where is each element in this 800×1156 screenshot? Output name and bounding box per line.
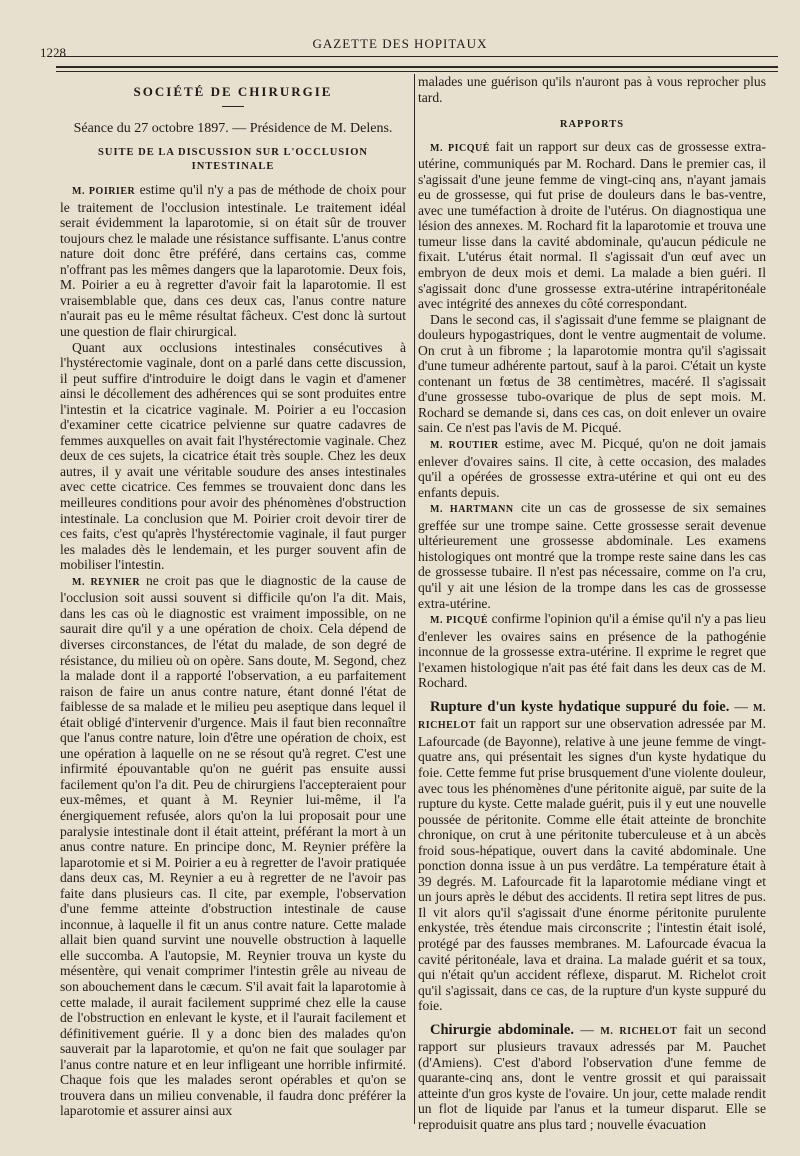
article-title: Chirurgie abdominale. [430, 1021, 574, 1038]
paragraph-text: confirme l'opinion qu'il a émise qu'il n'y a pas lieu d'enlever les ovaires sains en présence de la pathogénie inconnue de la grossesse extra-utérine. Il exprime le regret que l'examen histologique n'ait pas été fait dans les deux cas de M. Rochard. [418, 611, 766, 691]
article-title: Rupture d'un kyste hydatique suppuré du foie. [430, 698, 730, 715]
paragraph-hartmann [418, 500, 766, 611]
section-title: SOCIÉTÉ DE CHIRURGIE [133, 84, 333, 99]
paragraph-text: fait un rapport sur deux cas de grossesse extra-utérine, communiqués par M. Rochard. Dans le premier cas, il s'agissait d'une jeune femme de vingt-cinq ans, n'ayant jamais eu de grossesse, qui fut prise de douleurs dans le bas-ventre, avec une tuméfaction à droite de l'utérus. On diagnostiqua une lésion des annexes. M. Rochard fit la laparotomie et trouva une tumeur lisse dans la cavité abdominale, qu'aucun pédicule ne fixait. L'utérus était normal. Il s'agissait d'un œuf avec un embryon de deux mois et demi. La malade a bien guéri. Il s'agissait donc d'une grossesse extra-utérine intrapéritonéale avec intégrité des annexes du côté correspondant. [418, 138, 766, 312]
paragraph-picque-2 [418, 611, 766, 691]
speaker-name: M. RICHELOT [418, 702, 766, 732]
header-rule [56, 56, 778, 57]
speaker-name: M. RICHELOT [600, 1025, 678, 1037]
speaker-name: M. ROUTIER [430, 440, 499, 452]
paragraph-continuation: malades une guérison qu'ils n'auront pas à vous reprocher plus tard. [418, 74, 766, 105]
paragraph-text: fait un rapport sur une observation adressée par M. Lafourcade (de Bayonne), relative à une jeune femme de vingt-quatre ans, qui présentait les signes d'un kyste hydatique du foie. Cette femme fut prise brusquement d'une violente douleur, avec tous les phénomènes d'une péritonite aiguë, par suite de la rupture du kyste. Cette malade guérit, puis il y eut une nouvelle poussée de péritonite. Comme elle était atteinte de bronchite chronique, on crut à une péritonite tuberculeuse et à un abcès froid sous-hépatique, ouvert dans la cavité abdominale. Une ponction donna issue à un pus verdâtre. La température était à 39 degrés. M. Lafourcade fit la laparotomie médiane vingt et un jours après le début des accidents. Il retira sept litres de pus. Il vit alors qu'il s'agissait d'une énorme péritonite purulente enkystée, très étendue mais circonscrite ; l'intestin était isolé, protégé par des fausses membranes. M. Lafourcade évacua la cavité péritonéale, lava et draina. La malade guérit et sa toux, qui n'était qu'un accident réflexe, disparut. M. Richelot croit qu'il s'agissait, dans ce cas, de la rupture d'un kyste suppuré du foie. [418, 716, 766, 1014]
paragraph-hysterectomie: Quant aux occlusions intestinales consécutives à l'hystérectomie vaginale, dont on a parlé dans cette discussion, il peut suffire d'introduire le doigt dans le vagin et d'amener ainsi le décollement des adhérences qui se sont produites entre l'intestin et la cicatrice vaginale. M. Poirier a eu l'occasion d'examiner cette cicatrice pelvienne sur quatre cadavres de femmes auxquelles on avait fait l'hystérectomie vaginale. Chez deux de ces sujets, la cicatrice était très souple. Chez les deux autres, il y avait une véritable soudure des anses intestinales avec cette cicatrice. Ces femmes se trouvaient donc dans les meilleures conditions pour avoir des phénomènes d'obstruction intestinale. La conclusion que M. Poirier croit devoir tirer de ces faits, c'est qu'après l'hystérectomie vaginale, il faut purger les malades dès le lendemain, et les purger souvent afin de mobiliser l'intestin. [60, 339, 406, 573]
dash: — [729, 698, 754, 714]
speaker-name: M. REYNIER [72, 576, 141, 588]
rapports-heading: RAPPORTS [559, 119, 625, 131]
article-kyste-hydatique [418, 699, 766, 1014]
paragraph-picque [418, 139, 766, 312]
header-rule-bottom [56, 71, 778, 72]
session-heading: Séance du 27 octobre 1897. — Présidence de M. Delens. [73, 120, 393, 136]
dash: — [574, 1021, 601, 1037]
paragraph-poirier [60, 182, 406, 339]
title-rule [222, 106, 244, 107]
paragraph-text: fait un second rapport sur plusieurs travaux adressés par M. Pauchet (d'Amiens). C'est d'abord l'observation d'une femme de quarante-cinq ans, dont le ventre grossit et qui paraissait atteinte d'un gros kyste de l'ovaire. Un jour, cette malade rendit un flot de liquide par l'anus et la tumeur disparut. Elle se reproduisit quatre ans plus tard ; nouvelle évacuation [418, 1021, 766, 1132]
paragraph-second-case: Dans le second cas, il s'agissait d'une femme se plaignant de douleurs hypogastriques, dont le ventre augmentait de volume. On crut à un fibrome ; la laparotomie montra qu'il s'agissait d'une tumeur adhérente partout, sauf à la paroi. C'était un kyste contenant un fœtus de 38 centimètres, macéré. Il s'agissait d'une grossesse tubo-ovarique de plus de sept mois. M. Rochard se demande si, dans ces cas, on doit enlever un ovaire sain. Ce n'est pas l'avis de M. Picqué. [418, 311, 766, 436]
spacer [418, 691, 766, 699]
page-number: 1228 [40, 45, 66, 60]
paragraph-text: estime qu'il n'y a pas de méthode de choix pour le traitement de l'occlusion intestinale. Le traitement idéal serait évidemment la laparotomie, si on était sûr de trouver toujours chez le malade une résistance suffisante. L'anus contre nature doit donc être préféré, dans certains cas, comme n'offrant pas les mêmes dangers que la laparotomie. Deux fois, M. Poirier a eu à regretter d'avoir fait la laparotomie. Il est vraisemblable que, dans ces deux cas, l'anus contre nature n'aurait pas eu le même résultat fâcheux. C'est donc là surtout une question de flair chirurgical. [60, 182, 406, 340]
spacer [418, 1014, 766, 1022]
paragraph-text: ne croit pas que le diagnostic de la cause de l'occlusion soit aussi souvent si difficile qu'on l'a dit. Mais, dans les cas où le diagnostic est vraiment impossible, on ne saurait dire qu'il y a une opération de choix. Cela dépend de diverses circonstances, de l'état du malade, de son degré de résistance, du milieu où on opère. Sans doute, M. Segond, chez la malade dont il a rapporté l'observation, a eu parfaitement raison de faire un anus contre nature, étant donné l'état de faiblesse de sa malade et le milieu peu aseptique dans lequel il était obligé d'intervenir d'urgence. Mais il faut bien reconnaître que l'anus contre nature, loin d'être une opération de choix, est une opération à laquelle on ne se résout qu'à regret. C'est une infirmité épouvantable qu'on ne guérit pas ensuite aussi facilement qu'on l'a dit. Peu de chirurgiens l'accepteraient pour eux-mêmes, et quant à M. Reynier lui-même, il l'a énergiquement refusée, alors qu'on la lui proposait pour une paralysie intestinale dont il était atteint, préférant la mort à un anus contre nature. En principe donc, M. Reynier préfère la laparotomie et si M. Poirier a eu à regretter de l'avoir pratiquée dans deux cas, M. Reynier a eu à regretter de ne l'avoir pas faite dans plusieurs cas. Il cite, par exemple, l'observation d'une femme atteinte d'obstruction intestinale de cause inconnue, à laquelle il fit un anus contre nature. Cette malade allait bien quand survint une nouvelle obstruction à laquelle elle succomba. A l'autopsie, M. Reynier trouva un kyste du mésentère, qui venait comprimer l'intestin grêle au niveau de son abouchement dans le cæcum. S'il avait fait la laparotomie à cette malade, il aurait facilement supprimé chez elle la cause de l'obstruction en enlevant le kyste, et il l'aurait facilement et définitivement guérie. Il y a donc bien des malades qu'on sauverait par la laparotomie, et qu'on ne fait que soulager par l'anus contre nature et en leur infligeant une horrible infirmité. Chaque fois que les malades seront opérables et qu'on se trouvera dans un milieu convenable, il faudra donc préférer la laparotomie et assurer ainsi aux [60, 572, 407, 1119]
right-column [418, 74, 766, 1133]
speaker-name: M. PICQUÉ [430, 615, 488, 627]
discussion-subheading: SUITE DE LA DISCUSSION SUR L'OCCLUSION INTESTINALE [98, 147, 368, 173]
paragraph-text: cite un cas de grossesse de six semaines greffée sur une trompe saine. Cette grossesse serait devenue ultérieurement une grossesse abdominale. Les examens histologiques ont montré que la trompe reste saine dans les cas de grossesse tubaire. Il n'est pas nécessaire, comme on l'a cru, qu'il y ait une lésion de la trompe dans les cas de grossesse extra-utérine. [418, 500, 766, 611]
running-title: GAZETTE DES HOPITAUX [312, 36, 488, 51]
paragraph-routier [418, 436, 766, 500]
speaker-name: M. POIRIER [72, 186, 136, 198]
article-chirurgie-abdominale [418, 1022, 766, 1133]
speaker-name: M. HARTMANN [430, 504, 514, 516]
header-rule-thick [56, 66, 778, 68]
speaker-name: M. PICQUÉ [430, 142, 490, 154]
paragraph-text: estime, avec M. Picqué, qu'on ne doit jamais enlever d'ovaires sains. Il cite, à cette occasion, des malades qu'il a opérées de grossesse extra-utérine et qui ont eu des enfants depuis. [418, 436, 766, 500]
left-column [60, 74, 406, 1119]
column-divider [414, 74, 415, 1124]
paragraph-reynier [60, 573, 406, 1119]
